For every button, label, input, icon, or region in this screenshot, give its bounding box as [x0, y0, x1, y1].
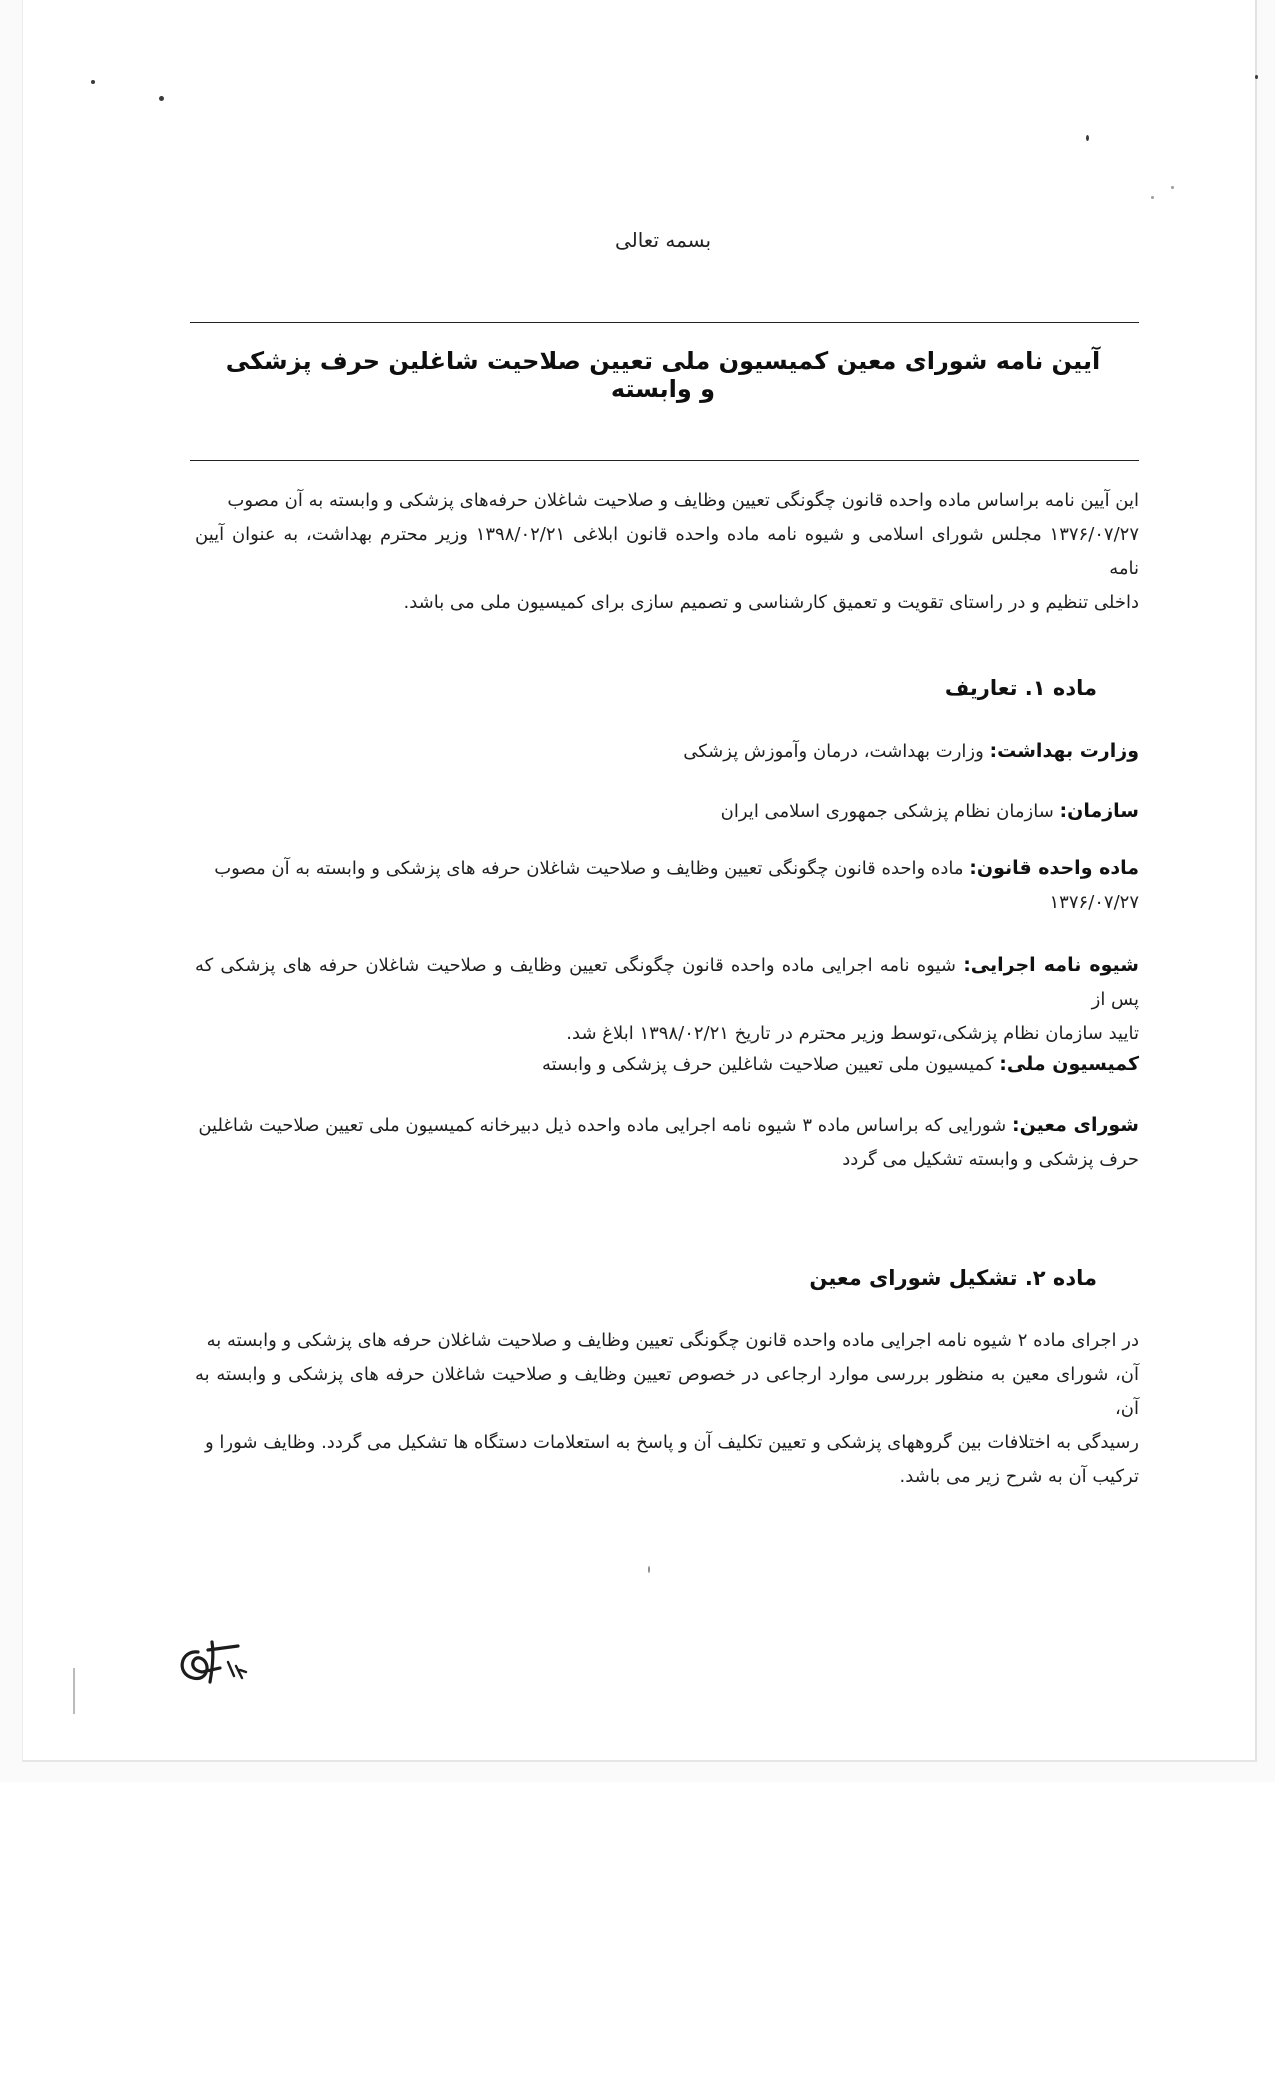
- definition-term: کمیسیون ملی:: [999, 1053, 1139, 1075]
- bismillah-heading: بسمه تعالی: [614, 228, 712, 252]
- scan-speck: [1086, 135, 1089, 141]
- definition-text: تایید سازمان نظام پزشکی،توسط وزیر محترم در تاریخ ۱۳۹۸/۰۲/۲۱ ابلاغ شد.: [566, 1023, 1139, 1044]
- document-page: [22, 0, 1257, 1762]
- article-2-heading: ماده ۲. تشکیل شورای معین: [809, 1266, 1097, 1290]
- scan-speck: [159, 96, 164, 101]
- scan-speck: [648, 1566, 650, 1573]
- definition-ministry: [195, 734, 1139, 769]
- definition-text: حرف پزشکی و وابسته تشکیل می گردد: [842, 1149, 1139, 1170]
- document-title: آیین نامه شورای معین کمیسیون ملی تعیین صلاحیت شاغلین حرف پزشکی و وابسته: [225, 347, 1101, 403]
- intro-line: داخلی تنظیم و در راستای تقویت و تعمیق کارشناسی و تصمیم سازی برای کمیسیون ملی می باشد.: [403, 592, 1139, 613]
- definition-term: ماده واحده قانون:: [969, 857, 1139, 879]
- definition-assistant-council: [195, 1108, 1139, 1177]
- scan-speck: [1151, 196, 1154, 199]
- article-2-line: آن، شورای معین به منظور بررسی موارد ارجاعی در خصوص تعیین وظایف و صلاحیت شاغلان حرفه های پزشکی و وابسته به آن،: [195, 1364, 1139, 1419]
- article-2-line: در اجرای ماده ۲ شیوه نامه اجرایی ماده واحده قانون چگونگی تعیین وظایف و صلاحیت شاغلان حرفه های پزشکی و وابسته به: [206, 1330, 1139, 1351]
- definition-text: شورایی که براساس ماده ۳ شیوه نامه اجرایی ماده واحده ذیل دبیرخانه کمیسیون ملی تعیین صلاحیت شاغلین: [198, 1115, 1007, 1136]
- intro-line: این آیین نامه براساس ماده واحده قانون چگونگی تعیین وظایف و صلاحیت شاغلان حرفه‌های پزشکی و وابسته به آن مصوب: [227, 490, 1139, 511]
- definition-single-article-law: [195, 851, 1139, 920]
- definition-term: شورای معین:: [1011, 1114, 1139, 1136]
- definition-text: شیوه نامه اجرایی ماده واحده قانون چگونگی تعیین وظایف و صلاحیت شاغلان حرفه های پزشکی که پس از: [195, 955, 1139, 1010]
- definition-text: سازمان نظام پزشکی جمهوری اسلامی ایران: [720, 801, 1054, 822]
- intro-paragraph: [195, 484, 1139, 620]
- definition-term: شیوه نامه اجرایی:: [963, 954, 1139, 976]
- article-2-paragraph: [195, 1324, 1139, 1494]
- signature-mark: [168, 1632, 278, 1692]
- definition-organization: [195, 794, 1139, 829]
- article-2-line: رسیدگی به اختلافات بین گروههای پزشکی و تعیین تکلیف آن و پاسخ به استعلامات دستگاه ها تشکیل می گردد. وظایف شورا و: [205, 1432, 1139, 1453]
- article-2-line: ترکیب آن به شرح زیر می باشد.: [899, 1466, 1139, 1487]
- definition-text: ماده واحده قانون چگونگی تعیین وظایف و صلاحیت شاغلان حرفه های پزشکی و وابسته به آن مصوب: [214, 858, 964, 879]
- definition-executive-guideline: [195, 948, 1139, 1051]
- scan-speck: [1171, 186, 1174, 189]
- margin-mark: [73, 1668, 75, 1714]
- definition-term: سازمان:: [1059, 800, 1139, 822]
- scan-speck: [1255, 75, 1258, 79]
- scan-speck: [91, 80, 95, 84]
- intro-line: ۱۳۷۶/۰۷/۲۷ مجلس شورای اسلامی و شیوه نامه ماده واحده قانون ابلاغی ۱۳۹۸/۰۲/۲۱ وزیر محترم بهداشت، به عنوان آیین نامه: [195, 524, 1140, 579]
- definition-text: کمیسیون ملی تعیین صلاحیت شاغلین حرف پزشکی و وابسته: [541, 1054, 994, 1075]
- definition-national-commission: [195, 1047, 1139, 1082]
- definition-term: وزارت بهداشت:: [989, 740, 1139, 762]
- top-divider: [190, 322, 1139, 323]
- definition-text: ۱۳۷۶/۰۷/۲۷: [1049, 892, 1139, 913]
- title-divider: [190, 460, 1139, 461]
- article-1-heading: ماده ۱. تعاریف: [944, 676, 1097, 700]
- definition-text: وزارت بهداشت، درمان وآموزش پزشکی: [683, 741, 984, 762]
